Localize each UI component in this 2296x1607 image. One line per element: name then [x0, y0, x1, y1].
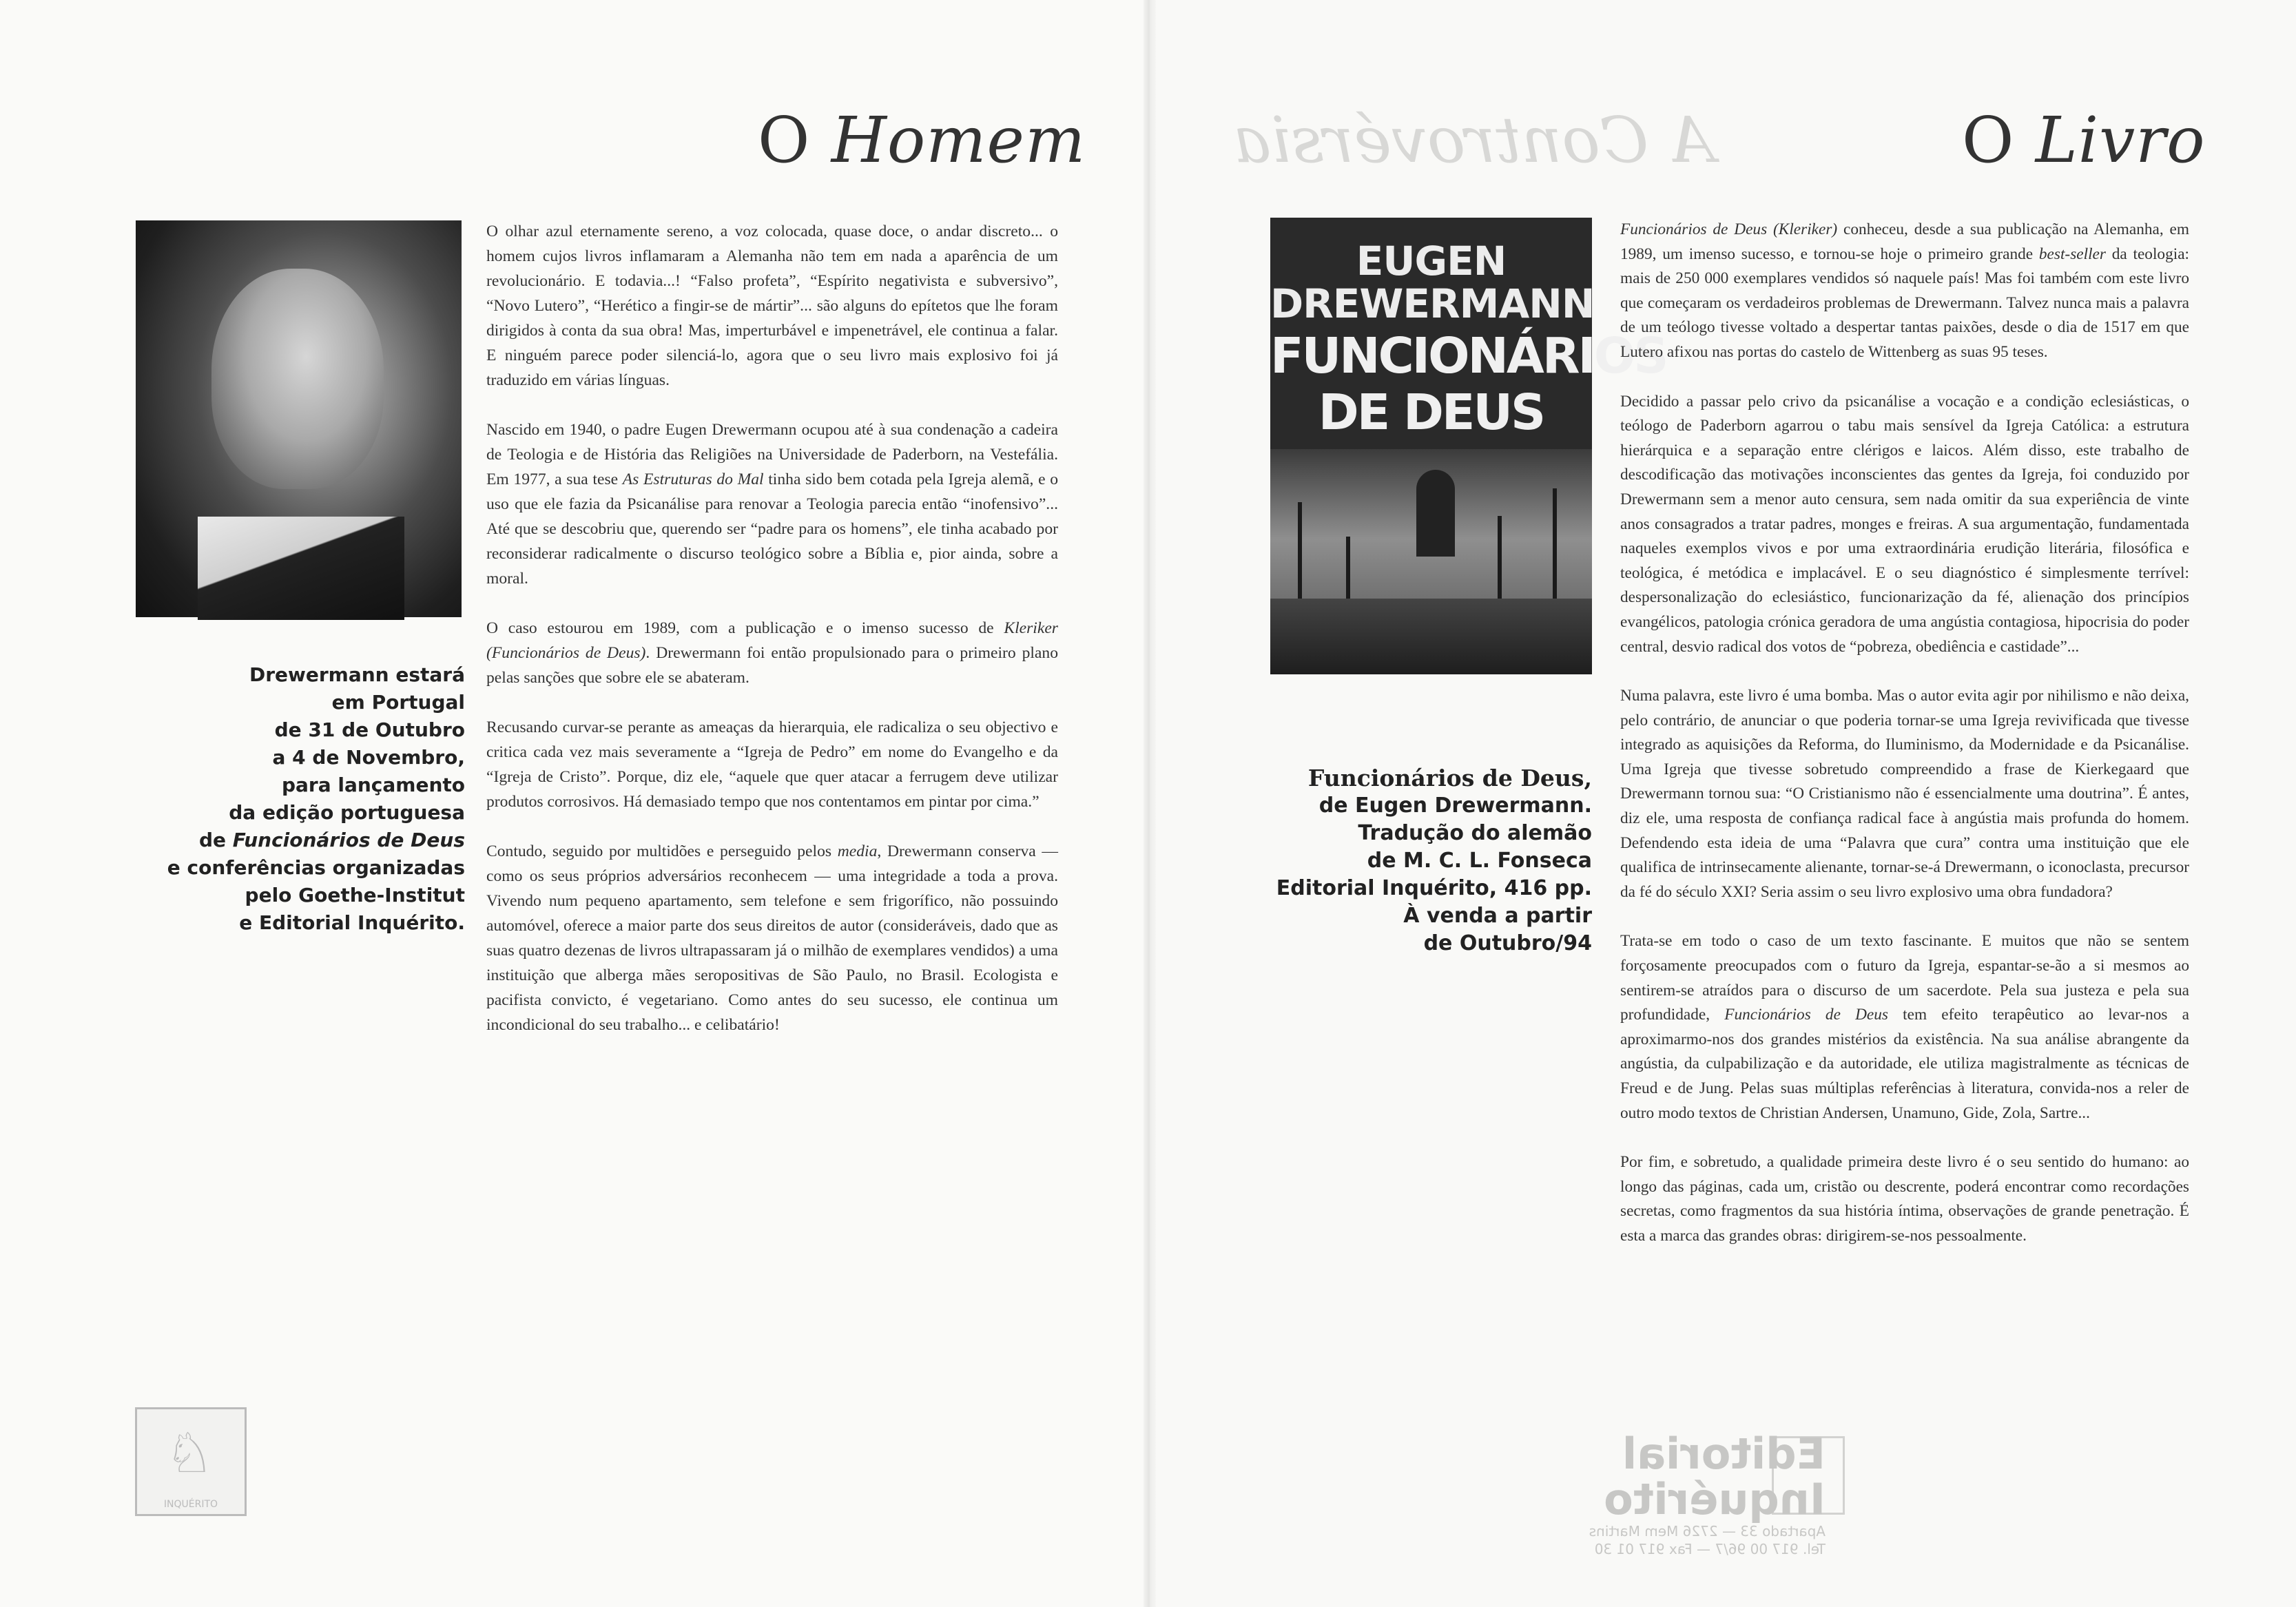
text-run: O olhar azul eternamente sereno, a voz colocada, quase doce, o andar discreto... o homem cujos livros inflamaram a Alemanha não tem em nada a aparência de um revolucionário. E todavia...! “Falso profeta”, “Espírito negativista e subversivo”, “Novo Lutero”, “Herético a fingir-se de mártir”... são alguns do epítetos que lhe foram dirigidos à conta da sua obra! Mas, imperturbável e impenetrável, ele continua a falar. E ninguém parece poder silenciá-lo, agora que o seu livro mais explosivo foi já traduzido em várias línguas. [486, 222, 1058, 389]
announcement-line [138, 799, 465, 827]
show-through-title: A Controvérsia [1233, 103, 1715, 177]
announcement-text: em Portugal [331, 691, 465, 714]
cover-title-line2: DE DEUS [1318, 384, 1544, 441]
announcement-line [138, 716, 465, 744]
paragraph [1620, 1150, 2189, 1248]
title-word: Livro [2035, 103, 2206, 177]
text-run: Nascido em 1940, o padre Eugen Drewermann ocupou até à sua condenação a cadeira de Teologia e de História das Religiões na Universidade de Paderborn, na Vestefália. Em 1977, a sua tese [486, 421, 1058, 488]
paragraph [486, 616, 1058, 690]
text-run: Por fim, e sobretudo, a qualidade primeira deste livro é o seu sentido do humano: ao longo das páginas, cada um, cristão ou descrente, poderá encontrar como recordações secretas, como fragmentos da sua história íntima, observações de grande penetração. É esta a marca das grandes obras: dirigirem-se-nos pessoalmente. [1620, 1153, 2189, 1245]
announcement-line [138, 771, 465, 799]
book-details-translator: de M. C. L. Fonseca [1367, 849, 1592, 873]
announcement-line [138, 882, 465, 909]
announcement-text: Drewermann estará [249, 663, 465, 686]
text-run: tinha sido bem cotada pela Igreja alemã, e o uso que ele fazia da Psicanálise para renovar a Teologia parecia então “inofensivo”... Até que se descobriu que, querendo ser “padre para os homens”, ele tinha acabado por reconsiderar radicalmente o discurso teológico sobre a Bíblia e, pior ainda, sobre a moral. [486, 470, 1059, 588]
announcement-text: de [198, 829, 233, 851]
announcement-text: pelo Goethe-Institut [245, 884, 465, 906]
event-announcement [138, 661, 465, 937]
dragon-emblem-icon: ♘ [165, 1421, 214, 1485]
text-run: Numa palavra, este livro é uma bomba. Mas o autor evita agir por nihilismo e não deixa, pelo contrário, de anunciar o que poderia tornar-se uma Igreja revivificada que tivesse integrado as aquisições da Reforma, do Iluminismo, da Modernidade e da Psicanálise. Uma Igreja que tivesse sobretudo compreendido a frase de Kierkegaard que Drewermann tornou sua: “O Cristianismo não é essencialmente uma doutrina”. É antes, diz ele, uma resposta de confiança radical face à angústia mais profunda do homem. Defendendo esta ideia de uma “Palavra que cura” contra uma instituição que ele qualifica de intrinsecamente alienante, tornar-se-á Drewermann, o iconoclasta, precursor da fé do século XXI? Seria assim o seu livro explosivo uma obra fundadora? [1620, 687, 2189, 901]
page-fold [1144, 0, 1156, 1607]
paragraph [1620, 684, 2189, 904]
italic-term: As Estruturas do Mal [622, 470, 764, 488]
paragraph [1620, 929, 2189, 1126]
book-details-sale: À venda a partir [1403, 904, 1592, 928]
announcement-book-title: Funcionários de Deus [232, 829, 465, 851]
publisher-logo [135, 1407, 247, 1516]
page-title-livro [1962, 103, 2206, 177]
italic-term: best-seller [2038, 245, 2106, 263]
paragraph [1620, 218, 2189, 365]
italic-term: media [837, 842, 878, 860]
announcement-text: de 31 de Outubro [274, 718, 465, 741]
title-initial: O [1962, 103, 2015, 177]
title-word: Homem [831, 103, 1086, 177]
show-through-phone: Tel. 917 00 96/7 — Fax 917 01 30 [1594, 1541, 1826, 1557]
author-face [211, 269, 384, 489]
text-run: Contudo, seguido por multidões e perseguido pelos [486, 842, 838, 860]
book-details-publisher: Editorial Inquérito, 416 pp. [1276, 876, 1592, 900]
announcement-line [138, 827, 465, 854]
cover-author-first: EUGEN [1356, 238, 1507, 284]
cover-author-last: DREWERMANN [1270, 280, 1595, 327]
text-run: da teologia: mais de 250 000 exemplares vendidos só naquele país! Mas foi também com este livro que começaram os verdadeiros problemas de Drewermann. Talvez nunca mais a palavra de um teólogo tivesse voltado a despertar tantas paixões, desde o dia de 1517 em que Lutero afixou nas portas do castelo de Wittenberg as suas 95 teses. [1620, 245, 2190, 361]
cover-ruin [1416, 470, 1455, 557]
show-through-publisher [1481, 1429, 1826, 1557]
left-article-body [486, 219, 1058, 1062]
italic-term: Funcionários de Deus [1724, 1006, 1888, 1024]
announcement-line [138, 854, 465, 882]
page-title-homem [758, 103, 1086, 177]
announcement-text: para lançamento [281, 774, 465, 796]
italic-term: Funcionários de Deus (Kleriker) [1620, 220, 1838, 238]
announcement-line [138, 689, 465, 716]
cover-title [1270, 327, 1667, 441]
announcement-text: e conferências organizadas [167, 856, 465, 879]
title-initial: O [758, 103, 811, 177]
text-run: conheceu, desde a sua publicação na Alemanha, em 1989, um imenso sucesso, e tornou-se hoje o primeiro grande [1620, 220, 2189, 263]
text-run: Recusando curvar-se perante as ameaças da hierarquia, ele radicaliza o seu objectivo e critica cada vez mais severamente a “Igreja de Pedro” em nome do Evangelho e da “Igreja de Cristo”. Porque, diz ele, “aquele que quer atacar a ferrugem deve utilizar produtos corrosivos. Há demasiado tempo que nos contentamos em pintar por cima.” [486, 718, 1058, 811]
paragraph [486, 219, 1058, 393]
announcement-text: da edição portuguesa [229, 801, 465, 824]
text-run: , Drewermann conserva — como os seus próprios adversários reconhecem — uma integridade a toda a prova. Vivendo num pequeno apartamento, sem telefone e sem frigorífico, não possuindo automóvel, oferece a maior parte dos seus direitos de autor (consideráveis, dado que as suas quatro dezenas de livros ultrapassaram já o milhão de exemplares vendidos) a uma instituição que alberga mães seropositivas de São Paulo, no Brasil. Ecologista e pacifista convicto, é vegetariano. Como antes do seu sucesso, ele continua um incondicional do seu trabalho... e celibatário! [486, 842, 1058, 1034]
paragraph [486, 839, 1058, 1037]
author-collar [198, 517, 404, 620]
paragraph [1620, 390, 2189, 660]
book-details-date: de Outubro/94 [1423, 931, 1592, 955]
text-run: Trata-se em todo o caso de um texto fascinante. E muitos que não se sentem forçosamente preocupados com o futuro da Igreja, espantar-se-ão a si mesmos ao sentirem-se atraídos para o discurso de um sacerdote. Pela sua justeza e pela sua profundidade, [1620, 932, 2189, 1024]
book-details-author: de Eugen Drewermann. [1318, 794, 1592, 818]
announcement-line [138, 744, 465, 771]
text-run: O caso estourou em 1989, com a publicação e o imenso sucesso de [486, 619, 1004, 637]
logo-label: INQUÉRITO [163, 1499, 218, 1510]
paragraph [486, 715, 1058, 814]
announcement-line [138, 661, 465, 689]
author-photo [136, 220, 462, 617]
cover-author [1270, 238, 1595, 327]
cover-illustration [1270, 449, 1592, 674]
text-run: tem efeito terapêutico ao levar-nos a aproximarmo-nos dos grandes mistérios da existência. Na sua análise abrangente da angústia, da culpabilização e da autoridade, ele utiliza magistralmente as técnicas de Freud e de Jung. Pelas suas múltiplas referências à literatura, convida-nos a reler de outro modo textos de Christian Andersen, Unamuno, Gide, Zola, Sartre... [1620, 1006, 2190, 1122]
book-details-translation: Tradução do alemão [1358, 821, 1592, 845]
italic-term: Kleriker (Funcionários de Deus) [486, 619, 1058, 662]
text-run: Decidido a passar pelo crivo da psicanálise a vocação e a condição eclesiásticas, o teólogo de Paderborn agarrou o tabu mais sensível da Igreja Católica: a estrutura hierárquica e a separação entre clérigos e laicos. Além disso, este trabalho de descodificação das motivações inconscientes das gentes da Igreja, foi conduzido por Drewermann sem a menor auto censura, sem nada omitir da sua experiência de vinte anos consagrados a tratar padres, monges e freiras. A sua argumentação, fundamentada naqueles exemplos vivos e por uma extraordinária erudição literária, filosófica e teológica, é metódica e implacável. E o seu diagnóstico é simplesmente terrível: despersonalização do eclesiástico, funcionarização da fé, alienação dos princípios evangélicos, patologia crónica geradora de uma angústia contagiosa, hipocrisia do poder central, desvio radical dos votos de “pobreza, obediência e castidade”... [1620, 392, 2189, 656]
announcement-text: a 4 de Novembro, [272, 746, 465, 769]
right-article-body [1620, 218, 2189, 1274]
book-cover [1270, 218, 1667, 674]
cover-title-line1: FUNCIONÁRIOS [1270, 327, 1667, 384]
announcement-text: e Editorial Inquérito. [239, 911, 465, 934]
announcement-line [138, 909, 465, 937]
show-through-address: Apartado 33 — 2726 Mem Martins [1589, 1523, 1826, 1539]
text-run: . Drewermann foi então propulsionado para o primeiro plano pelas sanções que sobre ele se abateram. [486, 644, 1058, 687]
paragraph [486, 417, 1058, 591]
book-details-title: Funcionários de Deus, [1307, 765, 1592, 791]
book-details [1270, 765, 1592, 957]
cover-ground [1270, 599, 1592, 674]
show-through-publisher-name: Editorial Inquérito [1604, 1429, 1826, 1524]
